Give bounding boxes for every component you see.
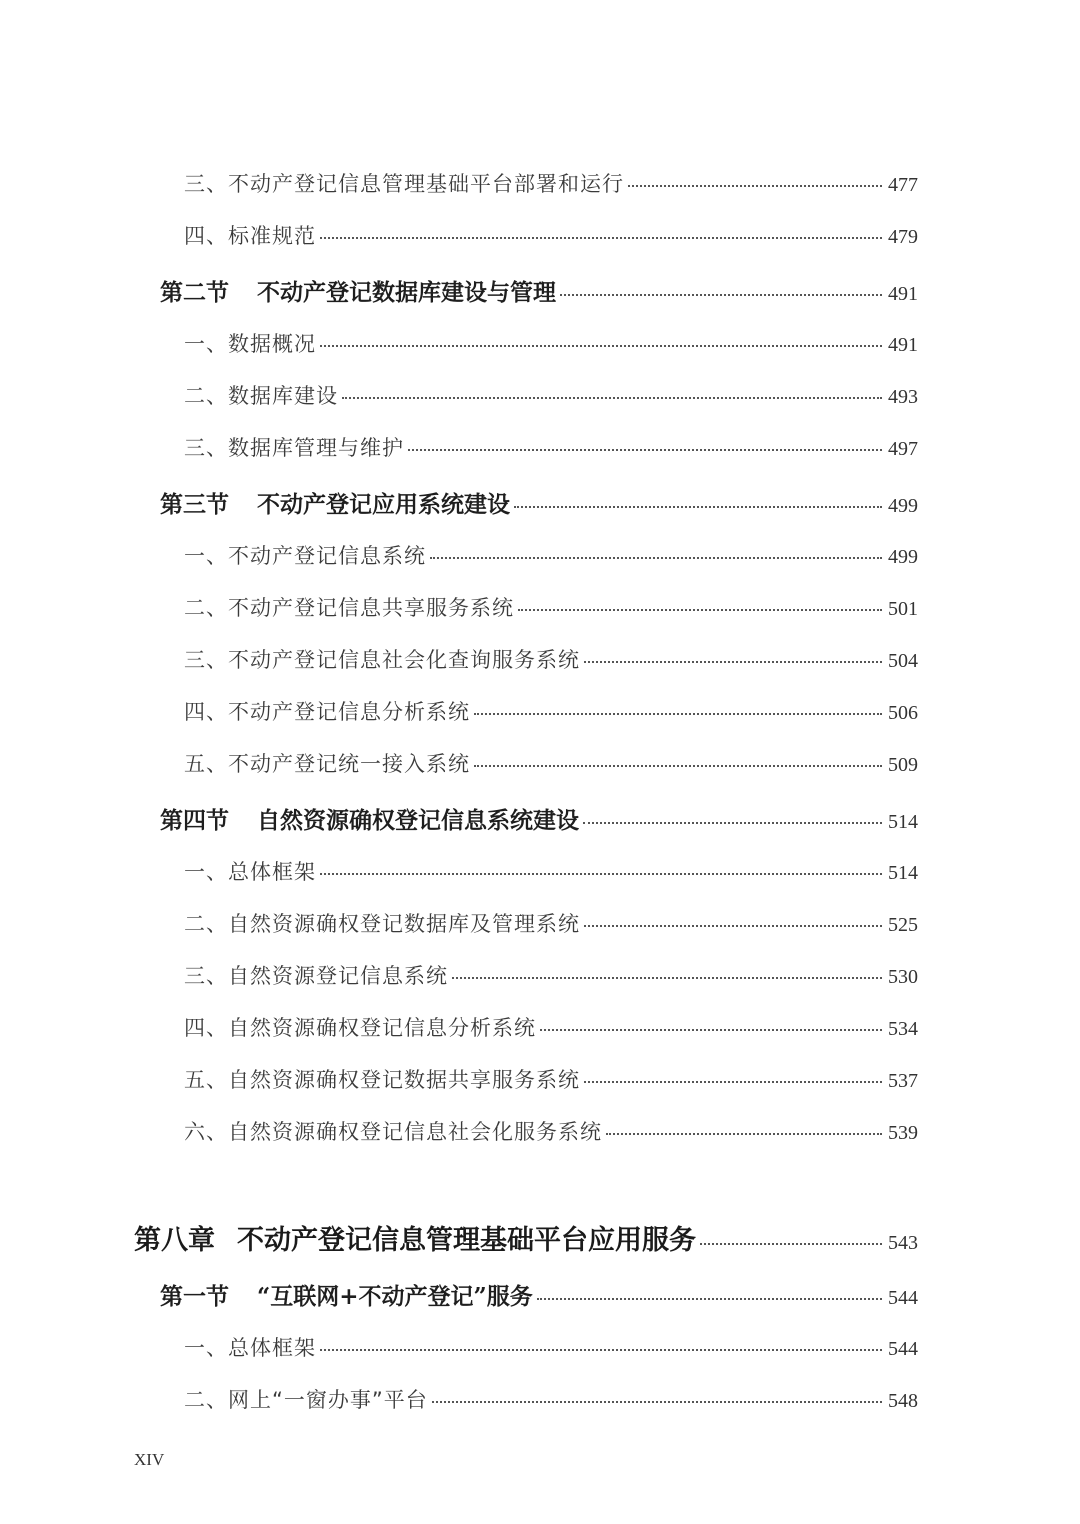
dot-leader (408, 449, 882, 451)
toc-entry-number: 四、 (184, 224, 228, 248)
toc-entry-page: 477 (888, 174, 918, 196)
toc-entry-number: 第八章 (134, 1225, 215, 1256)
toc-entry-page: 544 (888, 1338, 918, 1360)
toc-entry-page: 497 (888, 438, 918, 460)
toc-entry[interactable] (184, 644, 918, 674)
toc-entry-number: 一、 (184, 332, 228, 356)
toc-entry-title: 数据概况 (228, 332, 316, 356)
toc-entry-number: 第二节 (160, 279, 229, 306)
toc-entry[interactable] (184, 380, 918, 410)
toc-entry-title: 网上“一窗办事”平台 (228, 1388, 428, 1412)
toc-entry-page: 539 (888, 1122, 918, 1144)
toc-entry-title: 标准规范 (228, 224, 316, 248)
dot-leader (342, 397, 882, 399)
toc-entry-title: 总体框架 (228, 860, 316, 884)
toc-entry-page: 491 (888, 334, 918, 356)
dot-leader (320, 237, 882, 239)
toc-entry-page: 537 (888, 1070, 918, 1092)
toc-entry-number: 五、 (184, 1068, 228, 1092)
toc-chapter-entry[interactable] (134, 1218, 918, 1257)
toc-entry-title: 不动产登记信息管理基础平台部署和运行 (228, 172, 624, 196)
toc-entry-title: 不动产登记统一接入系统 (228, 752, 470, 776)
toc-entry-page: 514 (888, 811, 918, 833)
dot-leader (430, 557, 882, 559)
toc-entry-title: 自然资源确权登记信息分析系统 (228, 1016, 536, 1040)
toc-entry[interactable] (184, 540, 918, 570)
toc-entry-title: 自然资源确权登记信息社会化服务系统 (228, 1120, 602, 1144)
toc-entry-page: 543 (888, 1232, 918, 1254)
dot-leader (628, 185, 882, 187)
toc-entry-label (134, 1218, 696, 1257)
toc-entry[interactable] (184, 696, 918, 726)
toc-entry-title: 自然资源确权登记信息系统建设 (257, 807, 579, 834)
toc-entry-label (184, 592, 514, 622)
toc-entry-title: 自然资源登记信息系统 (228, 964, 448, 988)
toc-entry-title: 不动产登记信息分析系统 (228, 700, 470, 724)
dot-leader (584, 925, 882, 927)
toc-entry-number: 二、 (184, 596, 228, 620)
toc-entry-number: 四、 (184, 700, 228, 724)
toc-entry-label (184, 380, 338, 410)
dot-leader (560, 294, 882, 296)
toc-entry-page: 479 (888, 226, 918, 248)
toc-entry-title: 不动产登记数据库建设与管理 (257, 279, 556, 306)
toc-entry-label (184, 748, 470, 778)
dot-leader (514, 506, 882, 508)
toc-entry-number: 二、 (184, 912, 228, 936)
dot-leader (518, 609, 882, 611)
toc-entry-label (184, 1116, 602, 1146)
toc-entry-number: 三、 (184, 172, 228, 196)
dot-leader (583, 822, 882, 824)
toc-entry-label (184, 1012, 536, 1042)
toc-entry-page: 514 (888, 862, 918, 884)
toc-entry-label (160, 486, 510, 519)
toc-entry[interactable] (184, 1012, 918, 1042)
page-number: XIV (134, 1450, 165, 1469)
toc-entry-label (184, 540, 426, 570)
toc-entry-title: 不动产登记信息社会化查询服务系统 (228, 648, 580, 672)
toc-entry-page: 544 (888, 1287, 918, 1309)
toc-entry-number: 三、 (184, 648, 228, 672)
dot-leader (584, 1081, 882, 1083)
toc-entry[interactable] (184, 1116, 918, 1146)
toc-entry-label (184, 168, 624, 198)
toc-entry-label (184, 644, 580, 674)
dot-leader (320, 873, 882, 875)
toc-entry[interactable] (184, 748, 918, 778)
toc-entry[interactable] (184, 592, 918, 622)
toc-entry-title: 自然资源确权登记数据共享服务系统 (228, 1068, 580, 1092)
toc-entry-number: 六、 (184, 1120, 228, 1144)
toc-entry-label (184, 908, 580, 938)
dot-leader (320, 1349, 882, 1351)
toc-entry[interactable] (184, 220, 918, 250)
toc-entry[interactable] (184, 1064, 918, 1094)
toc-entry-page: 548 (888, 1390, 918, 1412)
toc-entry-title: 不动产登记信息管理基础平台应用服务 (237, 1225, 696, 1256)
toc-section-entry[interactable] (160, 1278, 918, 1311)
toc-entry-number: 三、 (184, 964, 228, 988)
toc-entry-number: 一、 (184, 544, 228, 568)
toc-entry-title: 数据库管理与维护 (228, 436, 404, 460)
toc-entry[interactable] (184, 432, 918, 462)
toc-entry[interactable] (184, 168, 918, 198)
toc-entry-title: 自然资源确权登记数据库及管理系统 (228, 912, 580, 936)
toc-entry-label (184, 960, 448, 990)
toc-entry-number: 五、 (184, 752, 228, 776)
toc-entry[interactable] (184, 328, 918, 358)
toc-entry-title: 不动产登记应用系统建设 (257, 491, 510, 518)
toc-entry-label (160, 274, 556, 307)
toc-entry-label (184, 1064, 580, 1094)
toc-entry[interactable] (184, 856, 918, 886)
dot-leader (606, 1133, 882, 1135)
toc-entry-number: 二、 (184, 384, 228, 408)
toc-section-entry[interactable] (160, 274, 918, 307)
toc-entry-label (184, 696, 470, 726)
dot-leader (320, 345, 882, 347)
toc-entry-page: 504 (888, 650, 918, 672)
toc-entry-number: 第三节 (160, 491, 229, 518)
toc-entry[interactable] (184, 908, 918, 938)
toc-entry-page: 525 (888, 914, 918, 936)
toc-entry-label (184, 1384, 428, 1414)
toc-entry[interactable] (184, 1384, 918, 1414)
toc-entry-number: 第四节 (160, 807, 229, 834)
toc-entry-page: 530 (888, 966, 918, 988)
toc-entry-label (184, 328, 316, 358)
toc-entry-label (184, 432, 404, 462)
toc-entry-page: 499 (888, 546, 918, 568)
toc-entry-page: 509 (888, 754, 918, 776)
toc-entry-label (184, 856, 316, 886)
toc-entry-number: 一、 (184, 1336, 228, 1360)
toc-entry-title: 数据库建设 (228, 384, 338, 408)
dot-leader (584, 661, 882, 663)
dot-leader (537, 1298, 882, 1300)
toc-entry-title: 不动产登记信息系统 (228, 544, 426, 568)
toc-entry-label (184, 220, 316, 250)
toc-entry-title: 总体框架 (228, 1336, 316, 1360)
toc-entry[interactable] (184, 1332, 918, 1362)
toc-entry-page: 501 (888, 598, 918, 620)
toc-entry-title: 不动产登记信息共享服务系统 (228, 596, 514, 620)
toc-entry-title: “互联网+不动产登记”服务 (257, 1283, 533, 1310)
toc-entry-label (160, 1278, 533, 1311)
toc-entry-label (160, 802, 579, 835)
toc-entry-number: 四、 (184, 1016, 228, 1040)
toc-entry-number: 一、 (184, 860, 228, 884)
dot-leader (452, 977, 882, 979)
toc-entry[interactable] (184, 960, 918, 990)
dot-leader (432, 1401, 882, 1403)
toc-entry-page: 491 (888, 283, 918, 305)
toc-entry-page: 493 (888, 386, 918, 408)
toc-entry-number: 第一节 (160, 1283, 229, 1310)
dot-leader (540, 1029, 882, 1031)
toc-section-entry[interactable] (160, 802, 918, 835)
dot-leader (474, 765, 882, 767)
toc-entry-page: 506 (888, 702, 918, 724)
dot-leader (474, 713, 882, 715)
toc-section-entry[interactable] (160, 486, 918, 519)
toc-entry-number: 二、 (184, 1388, 228, 1412)
dot-leader (700, 1243, 882, 1245)
toc-entry-page: 499 (888, 495, 918, 517)
toc-entry-number: 三、 (184, 436, 228, 460)
toc-entry-label (184, 1332, 316, 1362)
toc-entry-page: 534 (888, 1018, 918, 1040)
